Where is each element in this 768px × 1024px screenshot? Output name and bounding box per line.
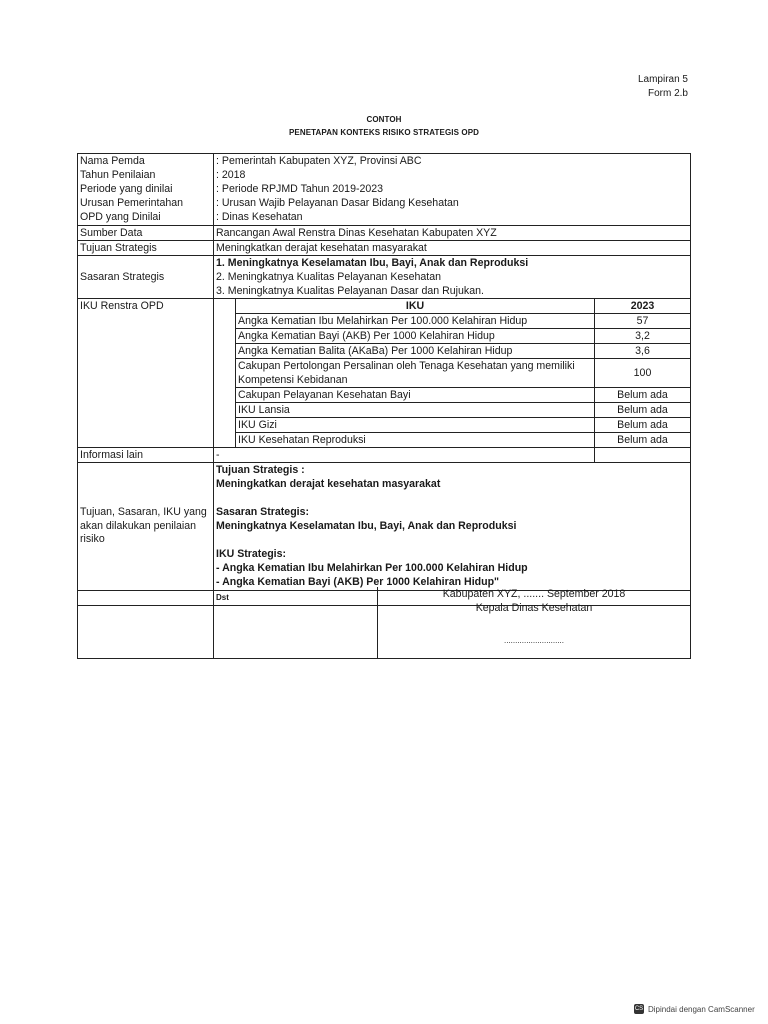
tujuan-label: Tujuan Strategis <box>78 241 214 256</box>
iku-name: IKU Lansia <box>236 403 595 418</box>
value-opd: : Dinas Kesehatan <box>216 211 303 223</box>
iku-value: Belum ada <box>595 418 691 433</box>
informasi-row <box>78 448 691 463</box>
attachment-label <box>638 73 688 101</box>
iku-spacer <box>214 299 236 448</box>
tsi-iku-line: - Angka Kematian Bayi (AKB) Per 1000 Kelahiran Hidup" <box>216 576 500 588</box>
iku-name: Cakupan Pelayanan Kesehatan Bayi <box>236 388 595 403</box>
informasi-empty <box>595 448 691 463</box>
tsi-iku-title: IKU Strategis: <box>216 548 287 560</box>
signature-dots: ........................... <box>503 636 564 645</box>
value-periode: : Periode RPJMD Tahun 2019-2023 <box>216 183 384 195</box>
iku-value: Belum ada <box>595 433 691 448</box>
tsi-content <box>214 463 691 591</box>
iku-name: IKU Gizi <box>236 418 595 433</box>
document-heading <box>77 114 691 139</box>
iku-header-row <box>78 299 691 314</box>
sumber-label: Sumber Data <box>78 226 214 241</box>
label-opd: OPD yang Dinilai <box>80 211 161 223</box>
iku-value: Belum ada <box>595 388 691 403</box>
iku-label: IKU Renstra OPD <box>78 299 214 448</box>
sasaran-label: Sasaran Strategis <box>78 256 214 299</box>
tsi-label: Tujuan, Sasaran, IKU yang akan dilakukan penilaian risiko <box>78 463 214 591</box>
lampiran-text: Lampiran 5 <box>637 74 688 85</box>
signature-empty-2 <box>214 587 378 659</box>
iku-value: 57 <box>595 314 691 329</box>
tsi-tujuan-title: Tujuan Strategis : <box>216 464 305 476</box>
signature-table <box>77 587 691 659</box>
label-tahun-penilaian: Tahun Penilaian <box>80 169 156 181</box>
tsi-row <box>78 463 691 591</box>
value-tahun-penilaian: : 2018 <box>216 169 246 181</box>
iku-name: Angka Kematian Ibu Melahirkan Per 100.000 Kelahiran Hidup <box>236 314 595 329</box>
heading-line-2: PENETAPAN KONTEKS RISIKO STRATEGIS OPD <box>288 127 480 137</box>
iku-name: Cakupan Pertolongan Persalinan oleh Tenaga Kesehatan yang memiliki Kompetensi Kebidanan <box>236 359 595 388</box>
heading-line-1: CONTOH <box>366 115 402 124</box>
sasaran-row <box>78 256 691 299</box>
identity-labels <box>78 154 214 226</box>
form-number: Form 2.b <box>647 88 688 99</box>
camscanner-watermark <box>634 1004 755 1014</box>
iku-year-header: 2023 <box>595 299 691 314</box>
value-nama-pemda: : Pemerintah Kabupaten XYZ, Provinsi ABC <box>216 155 422 167</box>
sasaran-item: 3. Meningkatnya Kualitas Pelayanan Dasar dan Rujukan. <box>216 285 484 297</box>
tsi-tujuan-text: Meningkatkan derajat kesehatan masyarakat <box>216 478 441 490</box>
iku-value: 100 <box>595 359 691 388</box>
iku-value: Belum ada <box>595 403 691 418</box>
signature-block <box>378 587 691 659</box>
informasi-label: Informasi lain <box>78 448 214 463</box>
iku-name: Angka Kematian Bayi (AKB) Per 1000 Kelahiran Hidup <box>236 329 595 344</box>
sumber-value: Rancangan Awal Renstra Dinas Kesehatan Kabupaten XYZ <box>214 226 691 241</box>
label-nama-pemda: Nama Pemda <box>80 155 145 167</box>
tujuan-row <box>78 241 691 256</box>
tsi-iku-line: - Angka Kematian Ibu Melahirkan Per 100.000 Kelahiran Hidup <box>216 562 528 574</box>
tsi-sasaran-title: Sasaran Strategis: <box>216 506 310 518</box>
signature-place-date: Kabupaten XYZ, ....... September 2018 <box>442 588 626 600</box>
iku-name: Angka Kematian Balita (AKaBa) Per 1000 Kelahiran Hidup <box>236 344 595 359</box>
identity-row <box>78 154 691 226</box>
label-urusan: Urusan Pemerintahan <box>80 197 184 209</box>
signature-position: Kepala Dinas Kesehatan <box>475 602 593 614</box>
identity-values <box>214 154 691 226</box>
signature-row <box>78 587 691 659</box>
value-urusan: : Urusan Wajib Pelayanan Dasar Bidang Kesehatan <box>216 197 459 209</box>
informasi-value: - <box>214 448 595 463</box>
sumber-data-row <box>78 226 691 241</box>
iku-name: IKU Kesehatan Reproduksi <box>236 433 595 448</box>
dst-label: Dst <box>214 591 691 606</box>
label-periode: Periode yang dinilai <box>80 183 173 195</box>
camscanner-icon: CS <box>634 1006 644 1012</box>
sasaran-item: 2. Meningkatnya Kualitas Pelayanan Kesehatan <box>216 271 441 283</box>
sasaran-item: 1. Meningkatnya Keselamatan Ibu, Bayi, Anak dan Reproduksi <box>216 257 529 269</box>
iku-value: 3,6 <box>595 344 691 359</box>
tujuan-value: Meningkatkan derajat kesehatan masyarakat <box>214 241 691 256</box>
signature-empty-1 <box>78 587 214 659</box>
iku-value: 3,2 <box>595 329 691 344</box>
camscanner-text: Dipindai dengan CamScanner <box>648 1004 755 1014</box>
tsi-sasaran-text: Meningkatnya Keselamatan Ibu, Bayi, Anak dan Reproduksi <box>216 520 517 532</box>
risk-context-form <box>77 153 691 606</box>
iku-col-header: IKU <box>236 299 595 314</box>
sasaran-list <box>214 256 691 299</box>
